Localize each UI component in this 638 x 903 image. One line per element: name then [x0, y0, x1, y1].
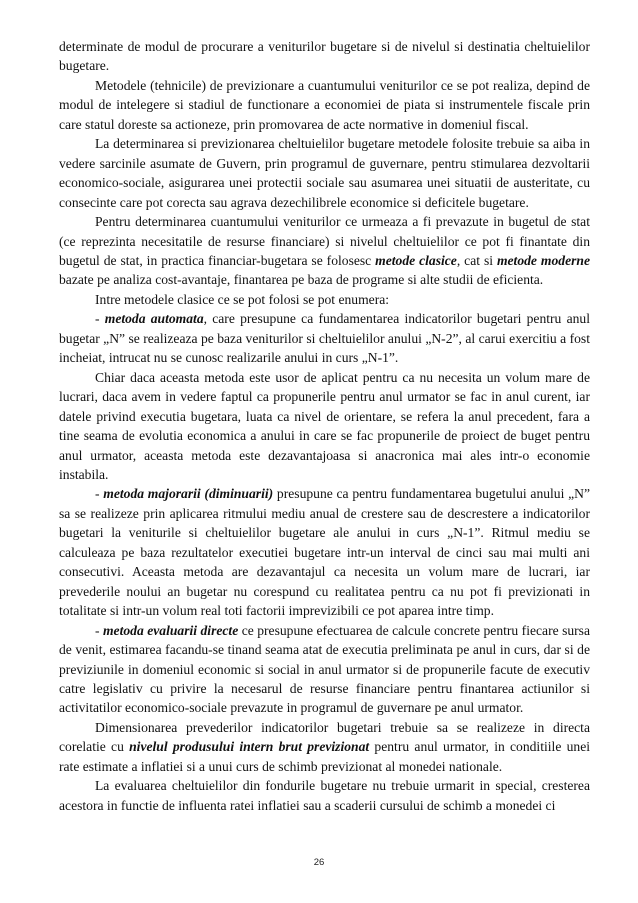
- paragraph-7: Chiar daca aceasta metoda este usor de aplicat pentru ca nu necesita un volum mare de lucrari, daca avem in vedere faptul ca propunerile pentru anul urmator se fac in anul curent, iar datele privind executia bugetara, luata ca nivel de orientare, se refera la anul precedent, fara a tine seama de evolutia economica a anului in care se fac propunerile de proiect de buget pentru anul urmator, aceasta metoda este dezavantajoasa si anacronica mai ales intr-o economie instabila.: [59, 369, 590, 482]
- paragraph-5: Intre metodele clasice ce se pot folosi se pot enumera:: [95, 291, 390, 307]
- emphasis-metoda-automata: metoda automata: [104, 311, 204, 327]
- list-item-text: presupune ca pentru fundamentarea bugetului anului „N” sa se realizeze prin aplicarea ritmului mediu anual de crestere sau de descrestere a indicatorilor bugetari la veniturile si cheltuielilor bugetare ale anului in curs „N-1”. Ritmul mediu se calculeaza pe baza rezultatelor executiei bugetare intr-un interval de cinci sau mai multi ani consecutivi. Aceasta metoda are dezavantajul ca necesita un volum mare de lucrari, iar prevederile noului an bugetar nu corespund cu realitatea pentru ca nu pot fi previzionati in totalitate si intr-un volum real toti factorii imprevizibili ce pot aparea intre timp.: [59, 486, 591, 619]
- list-item-metoda-automata: [59, 309, 590, 367]
- paragraph-4-text-c: bazate pe analiza cost-avantaje, finantarea pe baza de programe si alte studii de eficienta.: [59, 272, 544, 288]
- paragraph-2: Metodele (tehnicile) de previzionare a cuantumului veniturilor ce se pot realiza, depind de modul de intelegere si stadiul de functionare a economiei de piata si instrumentele fiscale prin care statul doreste sa actioneze, prin promovarea de acte normative in domeniul fiscal.: [59, 77, 590, 132]
- paragraph-11: La evaluarea cheltuielilor din fondurile bugetare nu trebuie urmarit in special, cresterea acestora in functie de influenta ratei inflatiei sau a scaderii cursului de schimb a monedei ci: [59, 778, 590, 813]
- list-dash: -: [95, 311, 105, 327]
- emphasis-metode-moderne: metode moderne: [496, 252, 590, 268]
- body-text: [59, 37, 590, 815]
- emphasis-pib-previzionat: nivelul produsului intern brut previzionat: [129, 739, 370, 755]
- paragraph-10-text-a: Dimensionarea prevederilor indicatorilor bugetari trebuie sa se realizeze in directa corelatie cu: [59, 719, 590, 755]
- list-item-text: ce presupune efectuarea de calcule concrete pentru fiecare sursa de venit, estimarea facandu-se tinand seama atat de executia preliminata pe anul in curs, dar si de previziunile in domeniul economic si social in anul urmator si de propunerile facute de executiv catre legislativ cu privire la necesarul de resurse financiare pentru finantarea actiunilor si activitatilor economico-sociale prevazute in programul de guvernare pe anul urmator.: [59, 622, 591, 716]
- paragraph-4-text-b: , cat si: [456, 252, 497, 268]
- paragraph-4: [59, 212, 590, 290]
- paragraph-1: determinate de modul de procurare a veniturilor bugetare si de nivelul si destinatia cheltuielilor bugetare.: [59, 39, 590, 74]
- emphasis-metoda-evaluarii-directe: metoda evaluarii directe: [102, 622, 239, 638]
- list-dash: -: [95, 486, 104, 502]
- emphasis-metoda-majorarii: metoda majorarii (diminuarii): [103, 486, 274, 502]
- paragraph-4-text-a: Pentru determinarea cuantumului veniturilor ce urmeaza a fi prevazute in bugetul de stat (ce reprezinta necesitatile de resurse financiare) si nivelul cheltuielilor ce pot fi finantate din bugetul de stat, in practica financiar-bugetara se folosesc: [59, 214, 590, 268]
- page-number: 26: [313, 857, 325, 868]
- list-dash: -: [95, 622, 103, 638]
- list-item-metoda-evaluarii-directe: [59, 621, 590, 718]
- paragraph-3: La determinarea si previzionarea cheltuielilor bugetare metodele folosite trebuie sa aiba in vedere sarcinile asumate de Guvern, prin programul de guvernare, pentru stimularea dezvoltarii economico-sociale, asigurarea unei protectii sociale sau asumarea unei situatii de austeritate, cu consecinte care pot corecta sau agrava dezechilibrele economice si deficitele bugetare.: [59, 136, 590, 210]
- list-item-metoda-majorarii: [59, 484, 590, 620]
- paragraph-10-text-b: pentru anul urmator, in conditiile unei rate estimate a inflatiei si a unui curs de schimb previzionat al monedei nationale.: [59, 739, 591, 774]
- paragraph-10: [59, 718, 590, 776]
- emphasis-metode-clasice: metode clasice: [375, 252, 457, 268]
- list-item-text: , care presupune ca fundamentarea indicatorilor bugetari pentru anul bugetar „N” se realizeaza pe baza veniturilor si cheltuielilor anului „N-2”, al carui exercitiu a fost incheiat, intrucat nu se cunosc realizarile anului in curs „N-1”.: [59, 311, 590, 366]
